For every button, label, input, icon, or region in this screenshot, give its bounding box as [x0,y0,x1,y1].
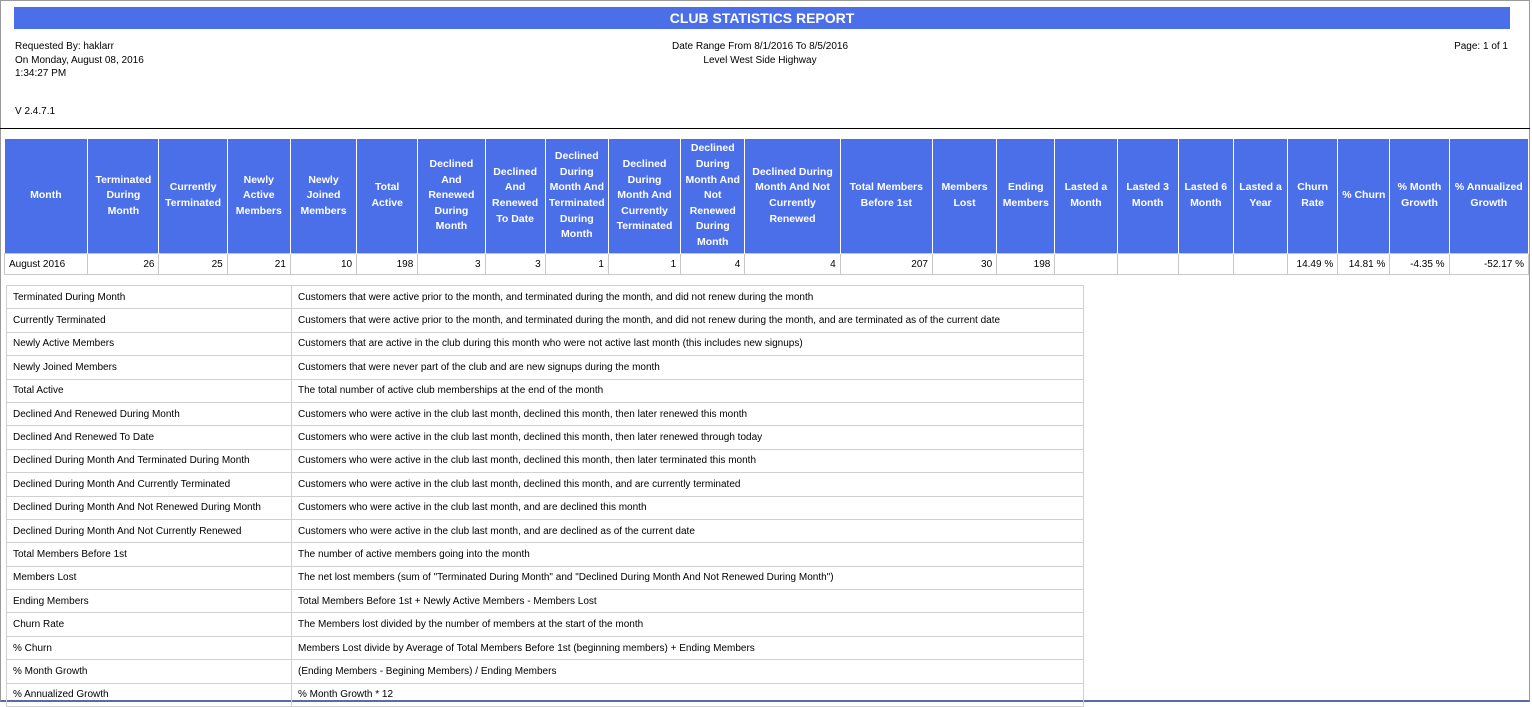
definition-description: Customers that are active in the club during this month who were not active last month (this includes new signups) [292,332,1084,355]
stats-header-row [5,139,1529,254]
definition-row [7,473,1084,496]
definition-description: (Ending Members - Begining Members) / Ending Members [292,660,1084,683]
definition-term: Declined During Month And Terminated During Month [7,449,292,472]
definition-description: % Month Growth * 12 [292,683,1084,706]
cell-value: 14.81 % [1338,254,1390,275]
cell-value: -52.17 % [1449,254,1528,275]
request-info [15,40,144,81]
cell-value [1055,254,1117,275]
col-header: Currently Terminated [159,139,227,254]
definition-row [7,286,1084,309]
definition-term: Members Lost [7,566,292,589]
col-header: Ending Members [997,139,1055,254]
col-header: % Month Growth [1390,139,1449,254]
cell-value: 21 [227,254,290,275]
definition-term: Declined During Month And Not Currently Renewed [7,519,292,542]
definition-term: Declined During Month And Currently Terminated [7,473,292,496]
definition-row [7,332,1084,355]
definition-term: Declined And Renewed To Date [7,426,292,449]
cell-value: 10 [290,254,356,275]
definition-description: Customers who were active in the club last month, and are declined as of the current date [292,519,1084,542]
cell-value: 1 [608,254,680,275]
cell-value: 25 [159,254,227,275]
definition-description: The total number of active club memberships at the end of the month [292,379,1084,402]
definition-description: Customers who were active in the club last month, and are declined this month [292,496,1084,519]
cell-value: 4 [681,254,745,275]
definition-description: Customers that were active prior to the month, and terminated during the month, and did not renew during the month [292,286,1084,309]
col-header: Declined And Renewed To Date [485,139,545,254]
col-header: Month [5,139,88,254]
col-header: Declined And Renewed During Month [418,139,485,254]
definition-term: Terminated During Month [7,286,292,309]
request-time: 1:34:27 PM [15,68,67,79]
col-header: Terminated During Month [88,139,159,254]
definition-description: The net lost members (sum of "Terminated During Month" and "Declined During Month And Not Renewed During Month") [292,566,1084,589]
definition-term: Newly Joined Members [7,356,292,379]
stats-table [4,139,1529,275]
definition-row [7,566,1084,589]
definition-row [7,543,1084,566]
definition-row [7,356,1084,379]
date-range: Date Range From 8/1/2016 To 8/5/2016 [671,41,849,52]
definition-row [7,496,1084,519]
definition-term: Declined During Month And Not Renewed During Month [7,496,292,519]
definition-description: The Members lost divided by the number of members at the start of the month [292,613,1084,636]
cell-value [1233,254,1287,275]
definition-term: Ending Members [7,590,292,613]
cell-value: 26 [88,254,159,275]
definition-description: Customers who were active in the club last month, declined this month, and are currently terminated [292,473,1084,496]
definition-row [7,379,1084,402]
definition-description: Customers who were active in the club last month, declined this month, then later renewed through today [292,426,1084,449]
header-divider [0,128,1530,129]
col-header: Declined During Month And Currently Terminated [608,139,680,254]
col-header: Total Active [357,139,418,254]
requested-by: Requested By: haklarr [15,41,114,52]
definition-term: Newly Active Members [7,332,292,355]
definition-row [7,309,1084,332]
definition-term: Declined And Renewed During Month [7,402,292,425]
col-header: Members Lost [932,139,996,254]
cell-value: 30 [932,254,996,275]
col-header: Declined During Month And Terminated During Month [545,139,608,254]
definition-term: Total Active [7,379,292,402]
cell-month: August 2016 [5,254,88,275]
cell-value: 198 [997,254,1055,275]
col-header: Newly Joined Members [290,139,356,254]
definition-row [7,683,1084,706]
definition-description: Members Lost divide by Average of Total Members Before 1st (beginning members) + Ending Members [292,636,1084,659]
definition-row [7,402,1084,425]
definition-description: Customers that were active prior to the month, and terminated during the month, and did not renew during the month, and are terminated as of the current date [292,309,1084,332]
definition-row [7,636,1084,659]
report-scope [560,40,960,67]
col-header: % Annualized Growth [1449,139,1528,254]
cell-value [1178,254,1233,275]
definition-term: Churn Rate [7,613,292,636]
cell-value: 4 [745,254,840,275]
col-header: Declined During Month And Not Renewed During Month [681,139,745,254]
cell-value: 3 [485,254,545,275]
location: Level West Side Highway [703,54,817,66]
definition-row [7,590,1084,613]
col-header: Newly Active Members [227,139,290,254]
col-header: % Churn [1338,139,1390,254]
definition-row [7,426,1084,449]
definition-term: % Annualized Growth [7,683,292,706]
definition-term: % Churn [7,636,292,659]
col-header: Lasted a Year [1233,139,1287,254]
col-header: Declined During Month And Not Currently Renewed [745,139,840,254]
definition-row [7,660,1084,683]
definition-term: % Month Growth [7,660,292,683]
col-header: Lasted a Month [1055,139,1117,254]
definition-description: Customers who were active in the club last month, declined this month, then later terminated this month [292,449,1084,472]
report-title: CLUB STATISTICS REPORT [14,7,1510,29]
cell-value: 207 [840,254,932,275]
version-label: V 2.4.7.1 [15,106,56,117]
definition-description: The number of active members going into the month [292,543,1084,566]
col-header: Lasted 6 Month [1178,139,1233,254]
page-number: Page: 1 of 1 [1454,41,1508,52]
col-header: Total Members Before 1st [840,139,932,254]
cell-value: 3 [418,254,485,275]
definition-description: Total Members Before 1st + Newly Active Members - Members Lost [292,590,1084,613]
col-header: Churn Rate [1288,139,1338,254]
col-header: Lasted 3 Month [1117,139,1178,254]
definition-row [7,519,1084,542]
definition-row [7,449,1084,472]
definitions-table [6,285,1084,707]
stats-data-row [5,254,1529,275]
cell-value: 14.49 % [1288,254,1338,275]
cell-value [1117,254,1178,275]
cell-value: 198 [357,254,418,275]
definition-description: Customers that were never part of the club and are new signups during the month [292,356,1084,379]
definition-row [7,613,1084,636]
definition-term: Currently Terminated [7,309,292,332]
cell-value: -4.35 % [1390,254,1449,275]
definition-term: Total Members Before 1st [7,543,292,566]
definition-description: Customers who were active in the club last month, declined this month, then later renewed this month [292,402,1084,425]
request-date: On Monday, August 08, 2016 [15,54,144,66]
cell-value: 1 [545,254,608,275]
